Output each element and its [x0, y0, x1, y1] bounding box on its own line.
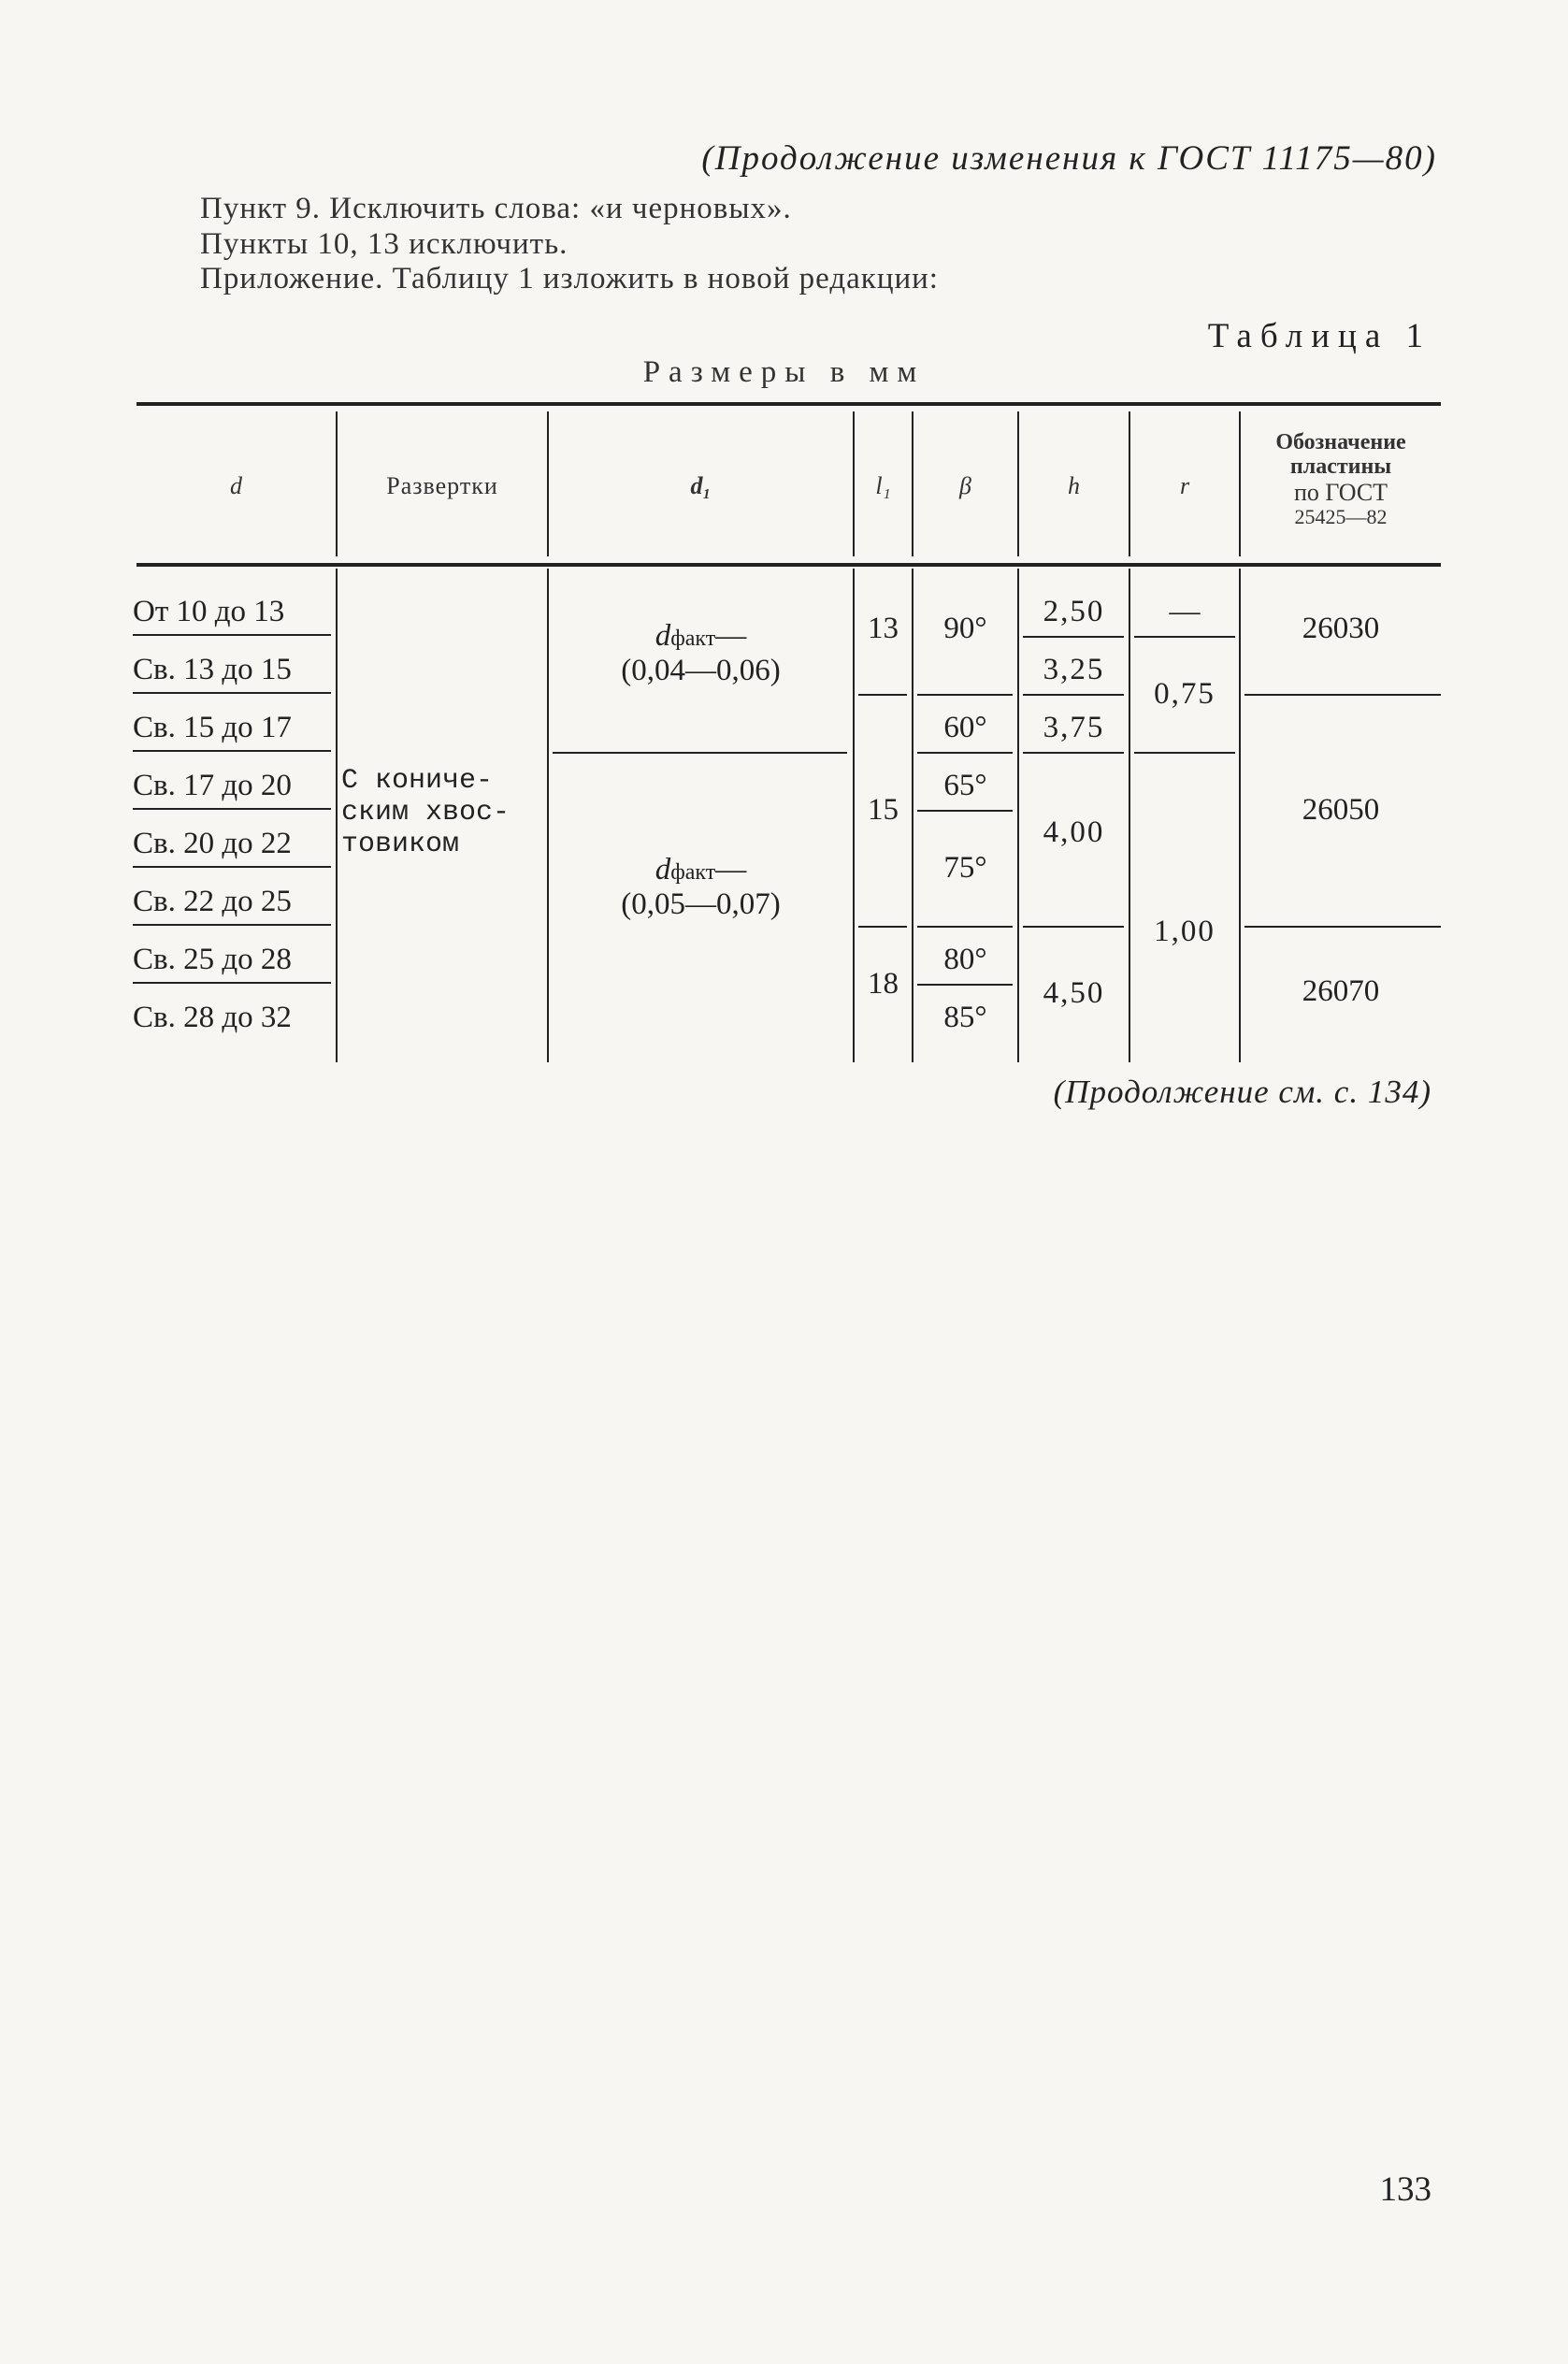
- d1-2-dash: —: [715, 853, 747, 886]
- col-header-reamers: Развертки: [386, 472, 498, 499]
- paragraph-appendix: Приложение. Таблицу 1 изложить в новой редакции:: [200, 262, 939, 296]
- l1-value-3: 18: [868, 967, 899, 1001]
- d1-2-sub: факт: [670, 860, 716, 885]
- reamer-type-line3: товиком: [341, 829, 460, 860]
- plate-header-line4: 25425—82: [1294, 505, 1388, 528]
- continuation-header: (Продолжение изменения к ГОСТ 11175—80): [701, 139, 1437, 178]
- d1-2-symbol: d: [655, 853, 671, 886]
- plate-header-line1: Обозначение: [1275, 430, 1406, 454]
- d1-value-1: [549, 619, 853, 688]
- col-header-r: r: [1179, 472, 1190, 499]
- h-value-2: 3,25: [1043, 653, 1105, 686]
- d1-1-range: (0,04—0,06): [621, 654, 781, 687]
- d1-1-symbol: d: [655, 619, 671, 653]
- h-value-1: 2,50: [1043, 595, 1105, 628]
- continuation-footer: (Продолжение см. с. 134): [1053, 1074, 1431, 1110]
- h-value-4: 4,00: [1043, 815, 1105, 849]
- plate-value-1: 26030: [1302, 612, 1380, 645]
- reamer-type-line1: С кониче-: [341, 765, 494, 797]
- r-value-2: 0,75: [1154, 677, 1216, 711]
- paragraph-item-9: Пункт 9. Исключить слова: «и черновых».: [200, 192, 792, 225]
- beta-value-5: 80°: [943, 943, 987, 976]
- d-row-1: От 10 до 13: [133, 595, 285, 628]
- d-row-7: Св. 25 до 28: [133, 943, 292, 976]
- col-header-beta: β: [959, 472, 971, 499]
- d1-2-range: (0,05—0,07): [621, 887, 781, 921]
- d-row-6: Св. 22 до 25: [133, 885, 292, 918]
- d1-1-sub: факт: [670, 627, 716, 651]
- reamer-type: [341, 765, 510, 860]
- d1-1-dash: —: [715, 619, 747, 653]
- h-value-5: 4,50: [1043, 976, 1105, 1010]
- l1-value-1: 13: [868, 612, 899, 645]
- r-value-3: 1,00: [1154, 915, 1216, 948]
- plate-value-3: 26070: [1302, 974, 1380, 1008]
- beta-value-1: 90°: [943, 612, 987, 645]
- d-row-5: Св. 20 до 22: [133, 827, 292, 860]
- plate-value-2: 26050: [1302, 793, 1380, 827]
- page-number: 133: [1379, 2170, 1431, 2209]
- plate-header-line3: по ГОСТ: [1293, 479, 1388, 506]
- reamer-type-line2: ским хвос-: [341, 797, 511, 829]
- d-row-2: Св. 13 до 15: [133, 653, 292, 686]
- d-row-8: Св. 28 до 32: [133, 1001, 292, 1034]
- col-header-h: h: [1068, 472, 1080, 499]
- plate-header-line2: пластины: [1289, 454, 1392, 479]
- r-value-1: —: [1169, 595, 1201, 628]
- col-header-l1: l₁: [875, 472, 891, 499]
- col-header-d1: d₁: [690, 472, 712, 499]
- beta-value-3: 65°: [943, 769, 987, 802]
- h-value-3: 3,75: [1043, 711, 1105, 744]
- beta-value-2: 60°: [943, 711, 987, 744]
- table-label: Таблица 1: [1207, 317, 1431, 355]
- d-row-4: Св. 17 до 20: [133, 769, 292, 802]
- col-header-d: d: [230, 472, 242, 499]
- beta-value-4: 75°: [943, 851, 987, 885]
- table-units: Размеры в мм: [642, 355, 926, 389]
- l1-value-2: 15: [868, 793, 899, 827]
- d1-value-2: [549, 853, 853, 922]
- beta-value-6: 85°: [943, 1001, 987, 1034]
- d-row-3: Св. 15 до 17: [133, 711, 292, 744]
- paragraph-items-10-13: Пункты 10, 13 исключить.: [200, 227, 568, 261]
